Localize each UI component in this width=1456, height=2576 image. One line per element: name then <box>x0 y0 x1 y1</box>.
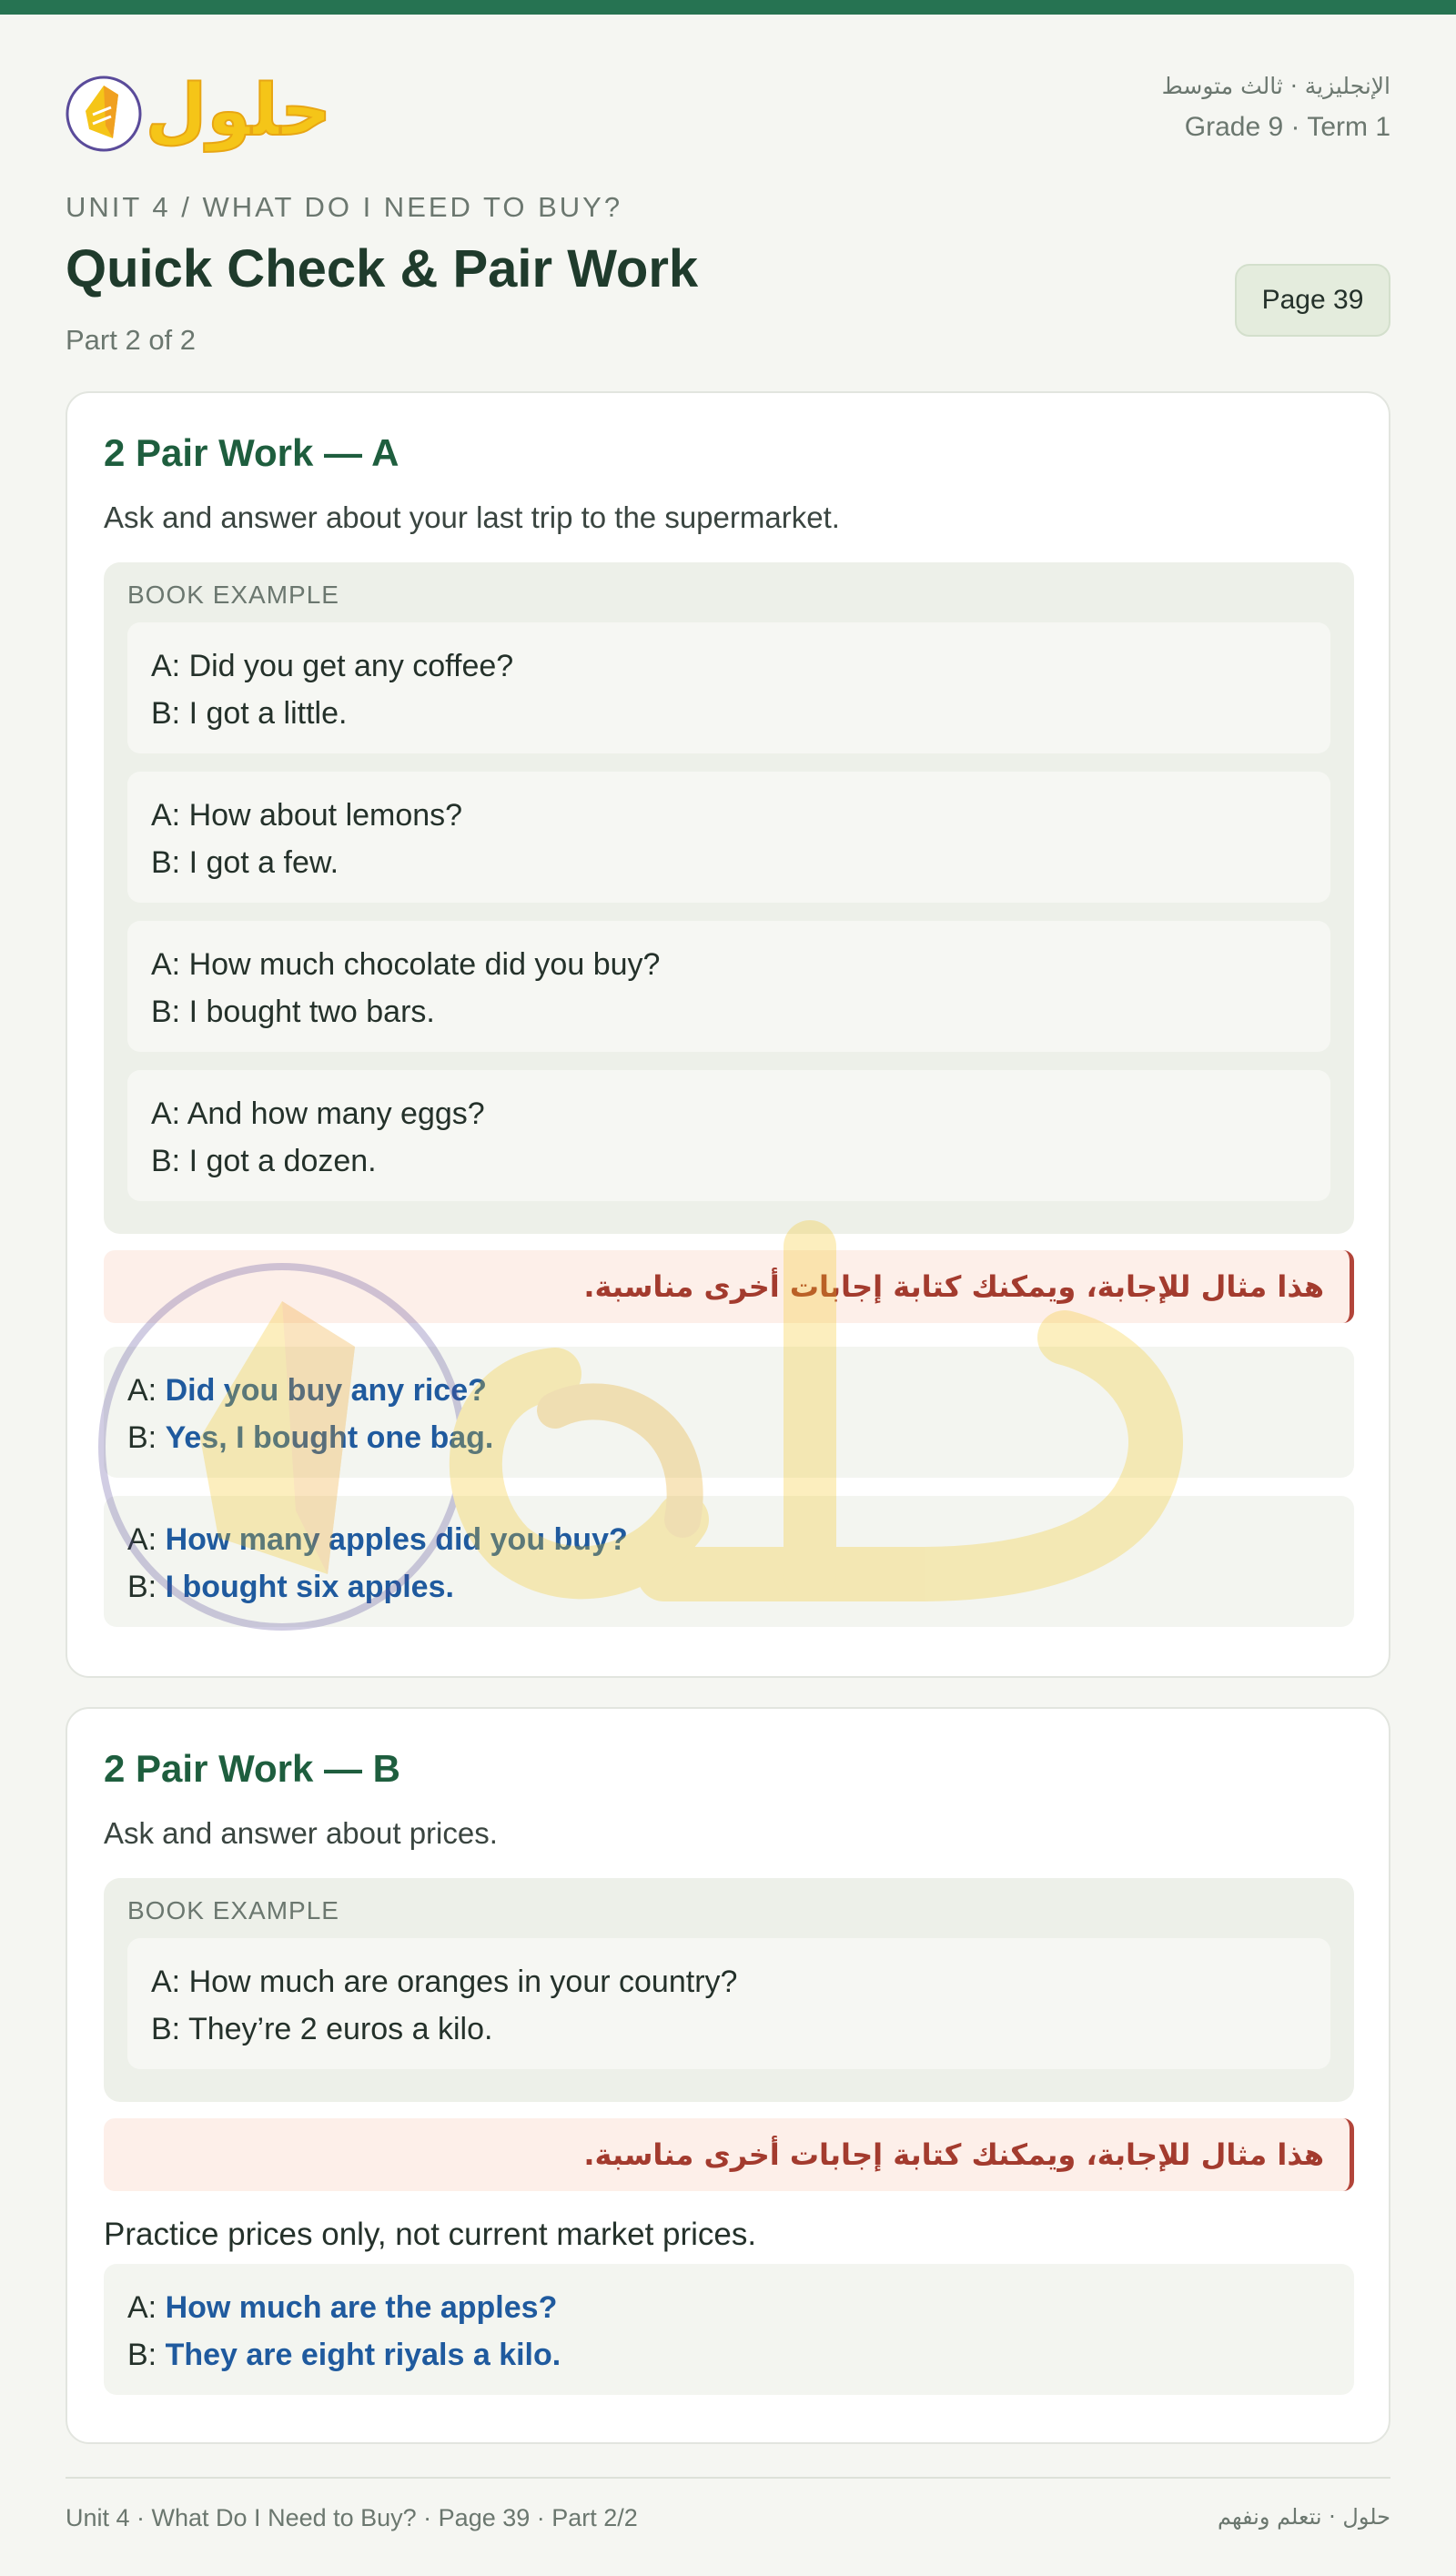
answer-line-a: Did you buy any rice? <box>165 1373 487 1408</box>
page-title: Quick Check & Pair Work <box>66 239 699 298</box>
logo-text: حلول <box>145 70 332 152</box>
answer-note: هذا مثال للإجابة، ويمكنك كتابة إجابات أخرى مناسبة. <box>104 1250 1354 1323</box>
dialog-line-a: A: Did you get any coffee? <box>151 649 514 683</box>
answer-line-b: Yes, I bought one bag. <box>165 1420 494 1455</box>
footer-right-text: حلول · نتعلم ونفهم <box>1218 2504 1390 2530</box>
answer-line-a: How much are the apples? <box>165 2290 558 2325</box>
subject-label: الإنجليزية · ثالث متوسط <box>1161 73 1390 99</box>
dialog-line-b: B: I bought two bars. <box>151 995 435 1029</box>
section-title: 2 Pair Work — B <box>104 1747 400 1790</box>
section-instruction: Ask and answer about your last trip to the supermarket. <box>104 500 840 534</box>
answer-prefix-a: A: <box>127 1522 157 1557</box>
section-title: 2 Pair Work — A <box>104 431 399 474</box>
example-dialog <box>127 1070 1330 1201</box>
pair-work-a-card <box>66 391 1390 1678</box>
example-dialog <box>127 772 1330 903</box>
answer-note: هذا مثال للإجابة، ويمكنك كتابة إجابات أخرى مناسبة. <box>104 2118 1354 2191</box>
pair-work-b-card <box>66 1707 1390 2444</box>
answer-line-a: How many apples did you buy? <box>165 1522 628 1557</box>
header-meta <box>1162 67 1390 149</box>
answer-prefix-b: B: <box>127 2338 157 2372</box>
book-example-label: BOOK EXAMPLE <box>127 581 339 609</box>
book-example-box <box>104 1878 1354 2102</box>
top-accent-bar <box>0 0 1456 15</box>
answer-prefix-b: B: <box>127 1420 157 1455</box>
footer-divider <box>66 2477 1390 2479</box>
dialog-line-a: A: And how many eggs? <box>151 1096 485 1131</box>
section-instruction: Ask and answer about prices. <box>104 1816 498 1850</box>
model-answer <box>104 2264 1354 2395</box>
model-answer <box>104 1496 1354 1627</box>
answer-line-b: I bought six apples. <box>165 1570 454 1604</box>
footer-left-text: Unit 4 · What Do I Need to Buy? · Page 39 · Part 2/2 <box>66 2504 638 2531</box>
halool-logo-icon <box>66 58 332 158</box>
answer-prefix-a: A: <box>127 1373 157 1408</box>
dialog-line-a: A: How about lemons? <box>151 798 463 833</box>
example-dialog <box>127 1938 1330 2069</box>
grade-term-label: Grade 9 · Term 1 <box>1184 112 1390 142</box>
dialog-line-a: A: How much are oranges in your country? <box>151 1965 738 1999</box>
model-answer <box>104 1347 1354 1478</box>
page-number-badge: Page 39 <box>1235 264 1390 337</box>
dialog-line-b: B: I got a little. <box>151 696 348 731</box>
dialog-line-b: B: I got a few. <box>151 845 339 880</box>
dialog-line-b: B: They’re 2 euros a kilo. <box>151 2012 493 2046</box>
answer-prefix-b: B: <box>127 1570 157 1604</box>
book-example-box <box>104 562 1354 1234</box>
book-example-label: BOOK EXAMPLE <box>127 1896 339 1924</box>
answer-line-b: They are eight riyals a kilo. <box>165 2338 561 2372</box>
example-dialog <box>127 622 1330 753</box>
dialog-line-b: B: I got a dozen. <box>151 1144 377 1178</box>
part-label: Part 2 of 2 <box>66 324 197 356</box>
unit-label: UNIT 4 / WHAT DO I NEED TO BUY? <box>66 191 623 223</box>
practice-note: Practice prices only, not current market prices. <box>104 2217 757 2252</box>
answer-prefix-a: A: <box>127 2290 157 2325</box>
example-dialog <box>127 921 1330 1052</box>
dialog-line-a: A: How much chocolate did you buy? <box>151 947 661 982</box>
page-header <box>66 58 1390 158</box>
